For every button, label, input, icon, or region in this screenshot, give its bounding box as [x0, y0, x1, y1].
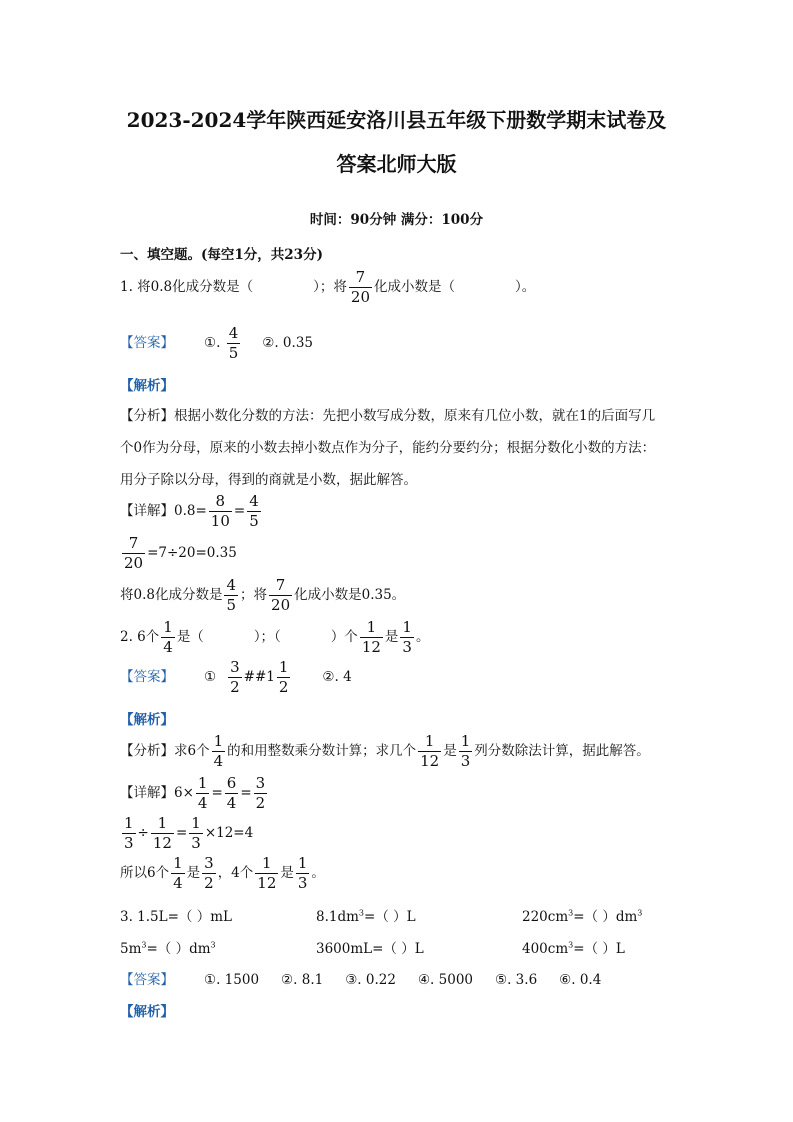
- analysis-tag-1: 【解析】: [120, 378, 174, 394]
- question-3-r2c1: $5m^3=$（ ）$dm^3$: [120, 940, 216, 957]
- doc-title-line1: 2023-2024学年陕西延安洛川县五年级下册数学期末试卷及: [126, 108, 667, 132]
- analysis-1-line2: 个0作为分母，原来的小数去掉小数点作为分子，能约分要约分；根据分数化小数的方法：: [120, 440, 656, 456]
- detail-2-line2: $\frac{1}{3}$ ÷ $\frac{1}{12}$ = $\frac{1}{3}$ ×12=4: [124, 814, 254, 852]
- analysis-1-line3: 用分子除以分母，得到的商就是小数，据此解答。: [120, 472, 417, 488]
- detail-1-line2: $\frac{7}{20}$ =7÷20=0.35: [124, 534, 237, 572]
- doc-title-line2: 答案北师大版: [336, 152, 457, 176]
- detail-2-line1: 【详解】6× $\frac{1}{4}$ = $\frac{6}{4}$ = $\frac{3}{2}$: [120, 774, 266, 812]
- analysis-1-line1: 【分析】根据小数化分数的方法：先把小数写成分数，原来有几位小数，就在1的后面写几: [120, 408, 656, 424]
- answer-2: 【答案】 ① $\frac{3}{2}$ ##1 $\frac{1}{2}$ ②. 4: [120, 658, 352, 696]
- detail-2-summary: 所以6个 $\frac{1}{4}$ 是 $\frac{3}{2}$ ，4个 $\frac{1}{12}$ 是 $\frac{1}{3}$ 。: [120, 854, 325, 892]
- question-3-r1c1: 3. 1.5L=（ ）mL: [120, 909, 232, 925]
- exam-meta: 时间：90分钟 满分：100分: [309, 212, 484, 228]
- question-3-r2c3: $400cm^3=$（ ）L: [522, 940, 625, 957]
- analysis-tag-3: 【解析】: [120, 1004, 174, 1020]
- question-3-r2c2: 3600mL=（ ）L: [316, 941, 424, 957]
- answer-3: 【答案】 ①. 1500 ②. 8.1 ③. 0.22 ④. 5000 ⑤. 3.6 ⑥. 0.4: [120, 972, 602, 988]
- detail-1-line1: 【详解】0.8= $\frac{8}{10}$ = $\frac{4}{5}$: [120, 492, 259, 530]
- section-heading: 一、填空题。(每空1分，共23分): [120, 247, 323, 263]
- analysis-2: 【分析】求6个 $\frac{1}{4}$ 的和用整数乘分数计算；求几个 $\frac{1}{12}$ 是 $\frac{1}{3}$ 列分数除法计算，据此解答。: [120, 732, 650, 770]
- question-1: 1. 将0.8化成分数是（ ）；将 $\frac{7}{20}$ 化成小数是（ ）。: [120, 268, 536, 306]
- analysis-tag-2: 【解析】: [120, 712, 174, 728]
- answer-1: 【答案】 ①. $\frac{4}{5}$ ②. 0.35: [120, 324, 313, 362]
- detail-1-summary: 将0.8化成分数是 $\frac{4}{5}$ ；将 $\frac{7}{20}$ 化成小数是0.35。: [120, 576, 406, 614]
- question-3-r1c2: $8.1dm^3=$（ ）L: [316, 908, 416, 925]
- question-3-r1c3: $220cm^3=$（ ）$dm^3$: [522, 908, 643, 925]
- question-2: 2. 6个 $\frac{1}{4}$ 是（ ）；（ ）个 $\frac{1}{12}$ 是 $\frac{1}{3}$ 。: [120, 618, 430, 656]
